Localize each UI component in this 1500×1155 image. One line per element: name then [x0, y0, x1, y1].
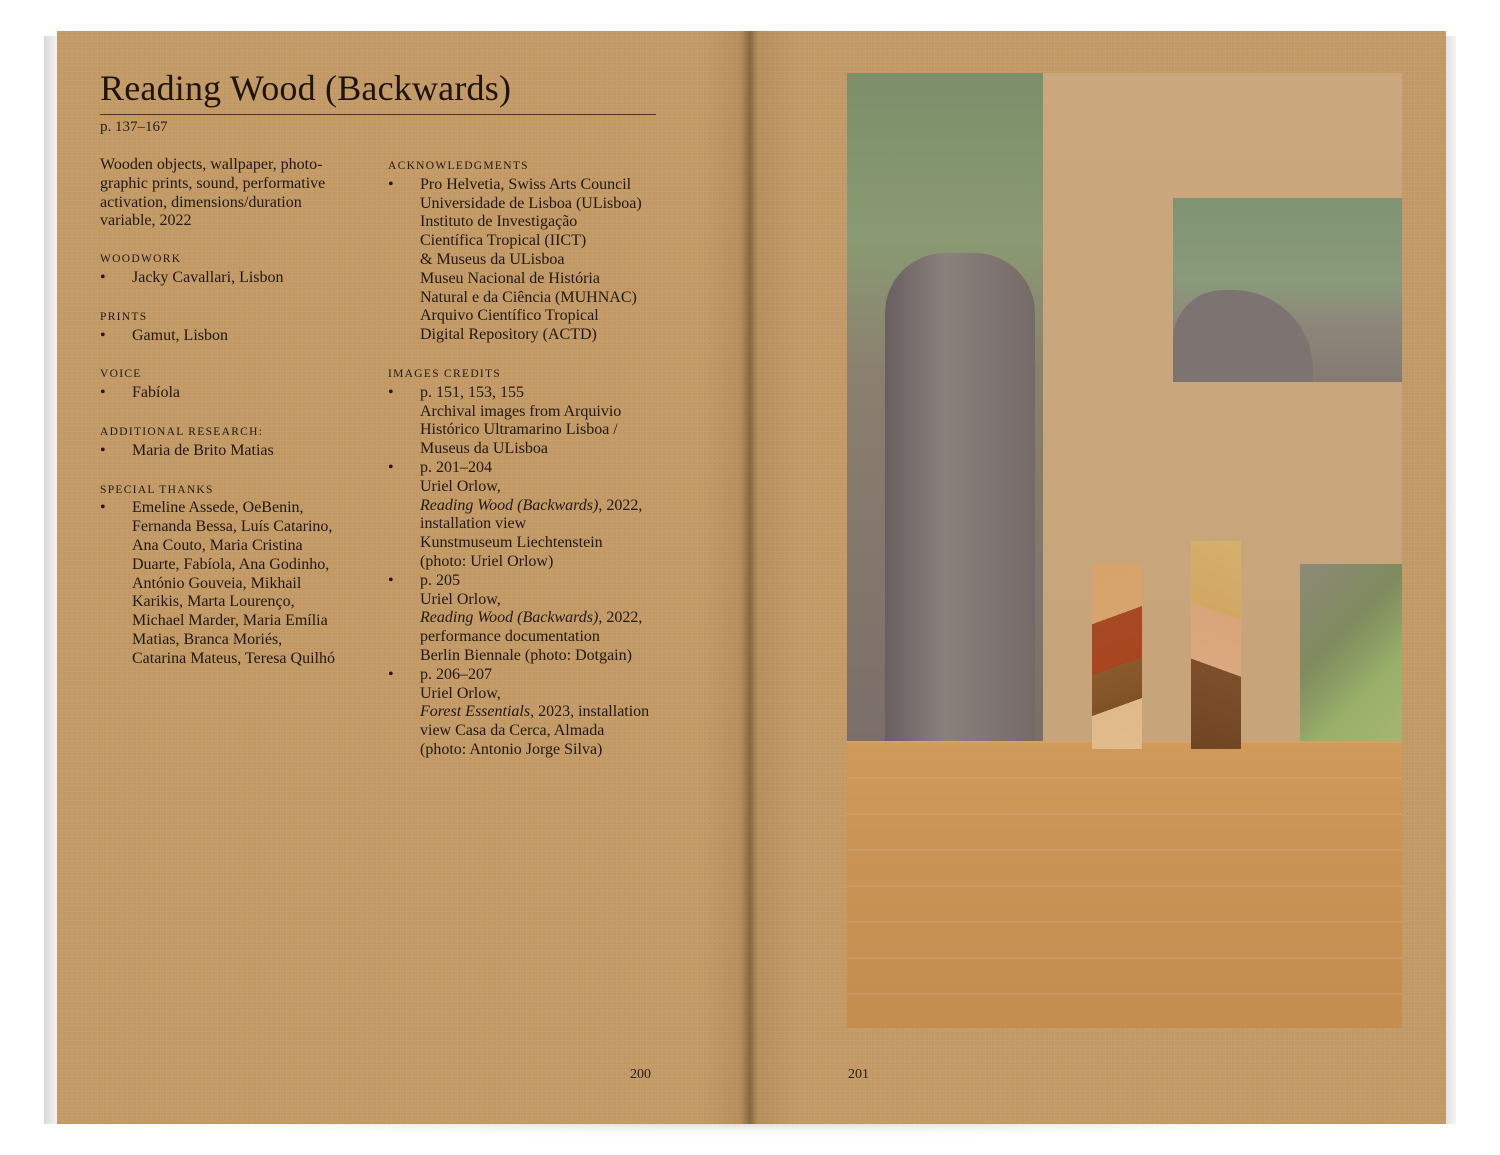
tree-wallpaper-large [847, 73, 1043, 741]
bullet: • [100, 499, 106, 517]
work-title: Reading Wood (Backwards) [420, 496, 599, 514]
tree-print-small [1173, 198, 1402, 382]
installation-photo [847, 73, 1402, 1028]
prints-section [100, 307, 365, 346]
bullet: • [100, 384, 106, 402]
list-item: • Maria de Brito Matias [100, 441, 274, 459]
work-title: Reading Wood (Backwards) [420, 609, 599, 627]
acknowledgments-section [388, 156, 668, 345]
left-page-edges [44, 36, 58, 1124]
page-range: p. 137–167 [100, 119, 168, 135]
tree-trunk [1173, 290, 1313, 382]
credit-entry: • p. 201–204 Uriel Orlow, Reading Wood (Backwards), 2022, installation view Kunstmuseum Liechtenstein (photo: Uriel Orlow) [388, 458, 643, 570]
special-thanks-section [100, 480, 365, 669]
credit-entry: • p. 205 Uriel Orlow, Reading Wood (Backwards), 2022, performance documentation Berlin Biennale (photo: Dotgain) [388, 571, 643, 664]
list-item: • Emeline Assede, OeBenin, Fernanda Bessa, Luís Catarino, Ana Couto, Maria Cristina Duarte, Fabíola, Ana Godinho, António Gouveia, Mikhail Karikis, Marta Lourenço, Michael Marder, Maria Emília Matias, Branca Moriés, Catarina Mateus, Teresa Quilhó [100, 499, 335, 667]
additional-research-section [100, 422, 365, 461]
list-item: • Fabíola [100, 384, 180, 402]
wooden-object-left [1092, 563, 1142, 749]
bullet: • [100, 441, 106, 459]
page-number-left: 200 [630, 1067, 651, 1082]
page-number-right: 201 [848, 1067, 869, 1082]
voice-section [100, 364, 365, 403]
section-heading: ACKNOWLEDGMENTS [388, 160, 529, 172]
woodwork-section [100, 249, 365, 288]
wooden-floor [847, 741, 1402, 1028]
right-column [388, 156, 668, 779]
section-heading: SPECIAL THANKS [100, 483, 214, 496]
book-gutter [700, 31, 800, 1124]
bullet: • [388, 571, 394, 589]
section-heading: VOICE [100, 368, 142, 381]
wooden-object-right [1191, 541, 1241, 749]
leaf-print [1300, 564, 1402, 741]
list-item: • Gamut, Lisbon [100, 326, 228, 344]
bullet: • [388, 665, 394, 683]
section-heading: IMAGES CREDITS [388, 367, 502, 380]
bullet: • [388, 175, 394, 193]
bullet: • [100, 326, 106, 344]
bullet: • [100, 268, 106, 286]
work-description: Wooden objects, wallpaper, photo- graphic prints, sound, performative activation, dimensions/duration variable, 2022 [100, 156, 326, 230]
images-credits-section [388, 364, 668, 760]
bullet: • [388, 458, 394, 476]
work-title: Forest Essentials [420, 703, 531, 721]
credit-entry: • p. 151, 153, 155 Archival images from Arquivio Histórico Ultramarino Lisboa / Museus da ULisboa [388, 383, 622, 458]
section-heading: WOODWORK [100, 253, 182, 266]
list-item: • Pro Helvetia, Swiss Arts Council Universidade de Lisboa (ULisboa) Instituto de Investigação Científica Tropical (IICT) & Museus da ULisboa Museu Nacional de História Natural e da Ciência (MUHNAC) Arquivo Científico Tropical Digital Repository (ACTD) [388, 175, 642, 344]
credit-entry: • p. 206–207 Uriel Orlow, Forest Essentials, 2023, installation view Casa da Cerca, Almada (photo: Antonio Jorge Silva) [388, 665, 650, 758]
list-item: • Jacky Cavallari, Lisbon [100, 268, 284, 286]
page-title: Reading Wood (Backwards) [100, 66, 656, 115]
bullet: • [388, 383, 394, 401]
tree-trunk [885, 253, 1035, 743]
section-heading: ADDITIONAL RESEARCH: [100, 425, 264, 438]
left-column [100, 156, 365, 688]
section-heading: PRINTS [100, 310, 148, 323]
